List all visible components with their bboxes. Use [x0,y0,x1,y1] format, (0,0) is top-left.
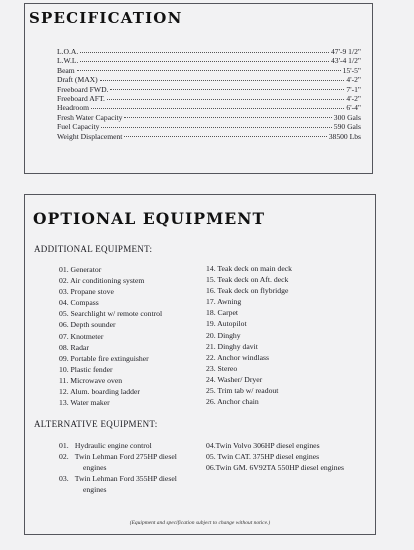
equipment-item: 09. Portable fire extinguisher [59,353,149,363]
additional-equipment-left-column [59,264,162,408]
spec-label: Beam [57,65,75,75]
alternative-item-number: 02. [59,452,69,462]
alternative-item: 04.Twin Volvo 306HP diesel engines [206,441,320,450]
spec-row [57,75,361,84]
equipment-item: 05. Searchlight w/ remote control [59,309,163,319]
spec-value: 7'-1" [346,84,361,94]
equipment-item: 03. Propane stove [59,287,114,297]
spec-label: Fuel Capacity [57,122,100,132]
spec-label: Headroom [57,103,90,113]
equipment-item: 08. Radar [59,342,89,352]
spec-label: Fresh Water Capacity [57,112,123,122]
alternative-item [59,440,219,451]
dot-leader [77,69,341,71]
optional-equipment-title: OPTIONAL EQUIPMENT [33,209,266,228]
equipment-item: 01. Generator [59,265,102,274]
equipment-item: 25. Trim tab w/ readout [206,386,279,396]
specification-list [57,47,361,141]
equipment-item: 12. Alum. boarding ladder [59,387,140,397]
equipment-item: 21. Dinghy davit [206,341,258,351]
spec-row [57,113,361,122]
equipment-item: 19. Autopilot [206,319,247,329]
spec-label: Draft (MAX) [57,75,98,85]
optional-equipment-box [24,194,376,535]
additional-equipment-right-column [206,263,292,407]
spec-value: 43'-4 1/2" [331,56,361,66]
equipment-item: 11. Microwave oven [59,375,123,385]
spec-value: 47'-9 1/2" [331,47,361,56]
equipment-item: 18. Carpet [206,308,239,318]
equipment-item: 15. Teak deck on Aft. deck [206,275,289,285]
alternative-item-number: 03. [59,474,69,484]
equipment-item: 02. Air conditioning system [59,276,145,286]
alternative-equipment-right-column [206,440,344,473]
equipment-item: 24. Washer/ Dryer [206,374,263,384]
dot-leader [91,107,344,109]
dot-leader [80,60,329,62]
spec-value: 4'-2" [346,93,361,103]
alternative-item-text: Twin Lehman Ford 355HP diesel [74,474,177,484]
equipment-item: 07. Knotmeter [59,331,104,341]
spec-value: 6'-4" [346,103,361,113]
alternative-equipment-heading: ALTERNATIVE EQUIPMENT: [34,419,158,429]
equipment-item: 23. Stereo [206,363,238,373]
dot-leader [110,88,344,90]
spec-label: Freeboard FWD. [57,84,109,94]
equipment-item: 22. Anchor windlass [206,352,269,362]
alternative-item-text: Hydraulic engine control [74,441,152,450]
spec-row [57,66,361,75]
alternative-item-continuation: engines [83,485,107,495]
equipment-item: 17. Awning [206,297,242,307]
equipment-item: 13. Water maker [59,398,110,408]
dot-leader [107,98,344,100]
spec-value: 4'-2" [346,75,361,85]
alternative-item: 05. Twin CAT. 375HP diesel engines [206,452,320,462]
specification-box [24,3,373,174]
spec-row [57,94,361,103]
alternative-item [59,451,219,473]
equipment-item: 06. Depth sounder [59,320,116,330]
alternative-item-text: Twin Lehman Ford 275HP diesel [74,452,177,462]
alternative-equipment-left-column [59,440,219,495]
spec-value: 590 Gals [333,122,361,132]
spec-row [57,47,361,56]
equipment-item: 16. Teak deck on flybridge [206,286,289,296]
equipment-item: 26. Anchor chain [206,397,259,407]
equipment-item: 14. Teak deck on main deck [206,264,292,273]
spec-label: Weight Displacement [57,131,123,141]
alternative-item-continuation: engines [83,463,107,473]
spec-value: 15'-5" [342,65,361,75]
spec-label: L.W.L. [57,56,79,66]
spec-label: Freeboard AFT. [57,93,105,103]
specification-title: SPECIFICATION [29,9,183,27]
spec-row [57,103,361,112]
spec-value: 38500 Lbs [328,131,361,141]
spec-row [57,122,361,131]
equipment-item: 04. Compass [59,298,99,308]
spec-label: L.O.A. [57,47,79,56]
spec-value: 300 Gals [333,112,361,122]
dot-leader [80,51,329,53]
dot-leader [101,126,331,128]
equipment-item: 10. Plastic fender [59,364,113,374]
dot-leader [124,116,331,118]
spec-row [57,132,361,141]
disclaimer-note: (Equipment and specification subject to change without notice.) [129,520,271,526]
alternative-item [59,473,219,495]
alternative-item-number: 01. [59,441,69,450]
dot-leader [100,79,345,81]
alternative-item: 06.Twin GM. 6V92TA 550HP diesel engines [206,463,344,473]
additional-equipment-heading: ADDITIONAL EQUIPMENT: [34,244,153,254]
spec-row [57,85,361,94]
dot-leader [124,135,326,137]
equipment-item: 20. Dinghy [206,330,241,340]
spec-row [57,56,361,65]
